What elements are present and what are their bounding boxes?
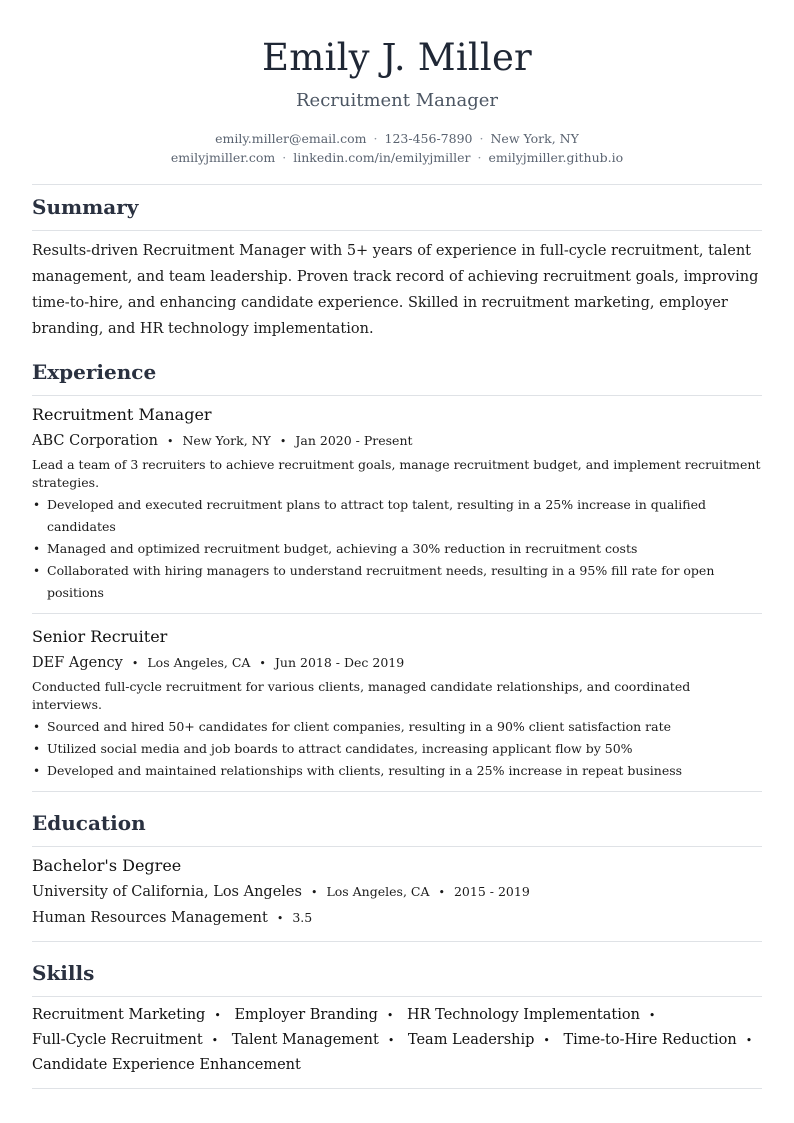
- job-dates: Jan 2020 - Present: [295, 433, 413, 448]
- list-item: • Sourced and hired 50+ candidates for client companies, resulting in a 90% client satisfaction rate: [32, 716, 762, 738]
- skill-item: Time-to-Hire Reduction: [563, 1032, 737, 1048]
- job-meta: [32, 653, 762, 674]
- resume-header: [32, 0, 762, 167]
- list-item: • Managed and optimized recruitment budget, achieving a 30% reduction in recruitment costs: [32, 538, 762, 560]
- candidate-role: Recruitment Manager: [295, 90, 498, 111]
- job-title: Recruitment Manager: [32, 405, 212, 424]
- education-years: 2015 - 2019: [453, 884, 530, 899]
- divider: [32, 941, 762, 942]
- job-entry: [32, 627, 762, 782]
- divider: [32, 1088, 762, 1089]
- divider: [32, 613, 762, 614]
- summary-section: [32, 195, 762, 342]
- company-name: DEF Agency: [32, 655, 123, 671]
- separator: ·: [282, 150, 287, 165]
- company-name: ABC Corporation: [32, 433, 158, 449]
- divider: [32, 184, 762, 185]
- separator: •: [387, 1034, 395, 1047]
- summary-text: Results-driven Recruitment Manager with 5+ years of experience in full-cycle recruitment, talent management, and team leadership. Proven track record of achieving recruitment goals, improving time-to-hire, and enhancing candidate experience. Skilled in recruitment marketing, employer branding, and HR technology implementation.: [32, 243, 759, 337]
- separator: •: [648, 1009, 656, 1022]
- separator: •: [131, 657, 139, 670]
- separator: •: [214, 1009, 221, 1022]
- section-title-summary: Summary: [32, 195, 139, 219]
- job-title: Senior Recruiter: [32, 627, 168, 646]
- degree-title: Bachelor's Degree: [32, 856, 182, 875]
- website-link[interactable]: emilyjmiller.com: [170, 150, 276, 165]
- list-item: • Utilized social media and job boards to attract candidates, increasing applicant flow by 50%: [32, 738, 762, 760]
- job-meta: [32, 431, 762, 452]
- job-dates: Jun 2018 - Dec 2019: [274, 655, 405, 670]
- separator: •: [166, 435, 174, 448]
- section-title-experience: Experience: [32, 360, 157, 384]
- skill-item: Talent Management: [231, 1032, 379, 1048]
- email-link[interactable]: emily.miller@email.com: [215, 131, 367, 146]
- separator: •: [276, 912, 284, 925]
- divider: [32, 996, 762, 997]
- separator: •: [211, 1034, 219, 1047]
- experience-section: [32, 360, 762, 792]
- separator: •: [386, 1009, 394, 1022]
- skill-item: Team Leadership: [407, 1032, 535, 1048]
- candidate-name: Emily J. Miller: [262, 36, 532, 79]
- divider: [32, 791, 762, 792]
- section-title-skills: Skills: [32, 961, 95, 985]
- skill-item: HR Technology Implementation: [406, 1007, 640, 1023]
- list-item: • Developed and executed recruitment plans to attract top talent, resulting in a 25% increase in qualified candidates: [32, 494, 762, 538]
- separator: ·: [479, 131, 484, 146]
- separator: •: [438, 886, 445, 899]
- separator: •: [543, 1034, 550, 1047]
- education-section: [32, 811, 762, 942]
- contact-location: New York, NY: [490, 131, 579, 146]
- separator: •: [310, 886, 318, 899]
- school-location: Los Angeles, CA: [326, 884, 430, 899]
- separator: •: [279, 435, 287, 448]
- job-description: Conducted full-cycle recruitment for various clients, managed candidate relationships, and coordinated interviews.: [32, 679, 691, 712]
- list-item: • Collaborated with hiring managers to understand recruitment needs, resulting in a 95% fill rate for open positions: [32, 560, 762, 604]
- skills-list: [32, 1003, 762, 1078]
- job-entry: [32, 405, 762, 604]
- job-bullets: [32, 716, 762, 782]
- skill-item: Recruitment Marketing: [32, 1007, 206, 1023]
- divider: [32, 230, 762, 231]
- divider: [32, 395, 762, 396]
- skill-item: Full-Cycle Recruitment: [32, 1032, 203, 1048]
- job-location: Los Angeles, CA: [147, 655, 251, 670]
- gpa-value: 3.5: [292, 910, 313, 925]
- major-name: Human Resources Management: [32, 910, 268, 926]
- list-item: • Developed and maintained relationships with clients, resulting in a 25% increase in repeat business: [32, 760, 762, 782]
- separator: •: [259, 657, 266, 670]
- separator: ·: [373, 131, 378, 146]
- contact-line-2: [32, 148, 762, 167]
- job-location: New York, NY: [182, 433, 271, 448]
- github-link[interactable]: emilyjmiller.github.io: [488, 150, 624, 165]
- separator: •: [745, 1034, 753, 1047]
- phone-number[interactable]: 123-456-7890: [384, 131, 473, 146]
- job-description: Lead a team of 3 recruiters to achieve recruitment goals, manage recruitment budget, and implement recruitment strategies.: [32, 457, 761, 490]
- contact-line-1: [32, 129, 762, 148]
- skill-item: Employer Branding: [234, 1007, 378, 1023]
- linkedin-link[interactable]: linkedin.com/in/emilyjmiller: [293, 150, 471, 165]
- education-school-line: [32, 882, 762, 903]
- education-major-line: [32, 908, 762, 929]
- school-name: University of California, Los Angeles: [32, 884, 302, 900]
- skills-section: [32, 961, 762, 1089]
- job-bullets: [32, 494, 762, 604]
- skill-item: Candidate Experience Enhancement: [32, 1057, 301, 1073]
- separator: ·: [477, 150, 482, 165]
- section-title-education: Education: [32, 811, 146, 835]
- divider: [32, 846, 762, 847]
